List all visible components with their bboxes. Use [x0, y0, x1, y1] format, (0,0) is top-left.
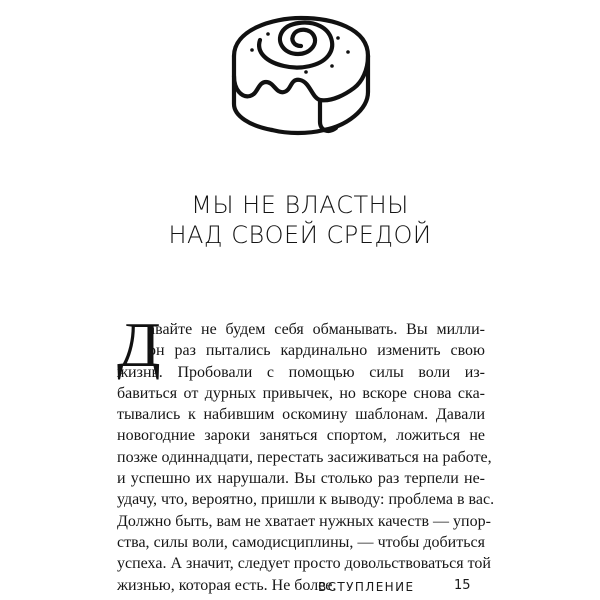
- body-text: [117, 309, 495, 596]
- body-line: удачу, что, вероятно, пришли к выводу: проблема в вас.: [117, 491, 495, 509]
- drop-cap: Д: [117, 309, 161, 380]
- cinnamon-roll-icon: [228, 12, 374, 144]
- body-line: ства, силы воли, самодисциплины, — чтобы добиться: [117, 533, 485, 551]
- body-line: тывались к набившим оскомину шаблонам. Давали: [117, 406, 485, 424]
- body-line: и успешно их нарушали. Вы столько раз терпели не-: [117, 470, 485, 488]
- body-line: жизнь. Пробовали с помощью силы воли из-: [117, 363, 485, 381]
- body-line: бавиться от дурных привычек, но вскоре снова ска-: [117, 384, 485, 402]
- chapter-title-line-1: МЫ НЕ ВЛАСТНЫ: [191, 191, 409, 219]
- page-number: 15: [454, 578, 471, 593]
- running-footer-section: ВСТУПЛЕНИЕ: [318, 580, 415, 594]
- body-line: позже одиннадцати, перестать засиживаться на работе,: [117, 448, 492, 466]
- body-line: новогодние зароки заняться спортом, ложиться не: [117, 427, 485, 445]
- body-line: он раз пытались кардинально изменить свою: [148, 342, 485, 360]
- body-line: жизнью, которая есть. Не более.: [117, 576, 337, 594]
- chapter-title: [0, 190, 600, 250]
- body-line: Должно быть, вам не хватает нужных качеств — упор-: [117, 512, 491, 530]
- body-line: успеха. А значит, следует просто довольствоваться той: [117, 555, 491, 573]
- chapter-title-line-2: НАД СВОЕЙ СРЕДОЙ: [168, 221, 432, 249]
- body-line: авайте не будем себя обманывать. Вы милли-: [148, 321, 485, 338]
